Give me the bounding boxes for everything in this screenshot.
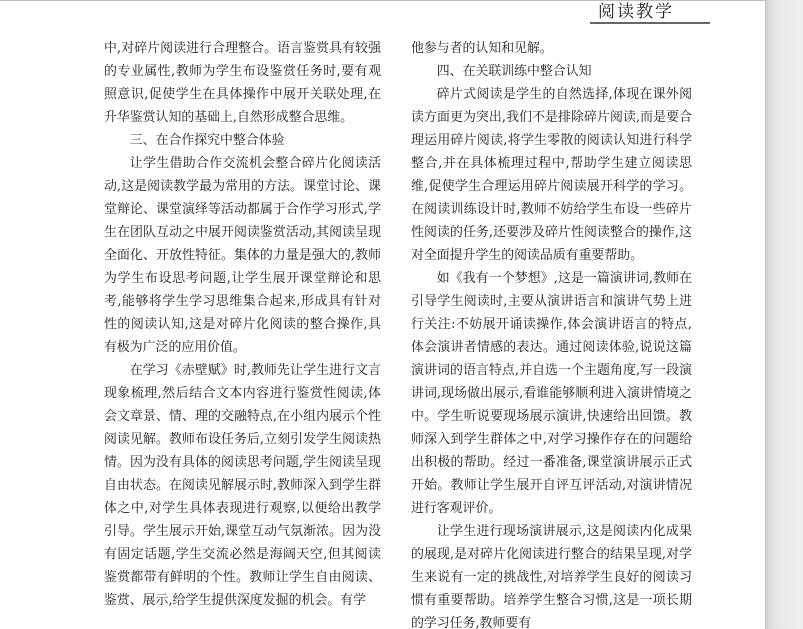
paragraph-continuation: 中,对碎片阅读进行合理整合。语言鉴赏具有较强的专业属性,教师为学生布设鉴赏任务时,要有观照意识,促使学生在具体操作中展开关联处理,在升华鉴赏认知的基础上,自然形成整合思维。 [104,41,381,125]
right-column [411,37,692,629]
viewer-background [765,0,803,629]
left-column [104,37,381,612]
paragraph: 让学生借助合作交流机会整合碎片化阅读活动,这是阅读教学最为常用的方法。课堂讨论、课堂辩论、课堂演绎等活动都属于合作学习形式,学生在团队互动之中展开阅读鉴赏活动,其阅读呈现全面化、开放性特征。集体的力量是强大的,教师为学生布设思考问题,让学生展开课堂辩论和思考,能够将学生学习思维集合起来,形成具有针对性的阅读认知,这是对碎片化阅读的整合操作,具有极为广泛的应用价值。 [104,156,381,355]
running-header [590,0,710,24]
section-heading-4: 四、在关联训练中整合认知 [436,64,592,79]
paragraph-continuation: 他参与者的认知和见解。 [411,41,553,56]
paragraph: 在学习《赤壁赋》时,教师先让学生进行文言现象梳理,然后结合文本内容进行鉴赏性阅读,体会文章景、情、理的交融特点,在小组内展示个性阅读见解。教师布设任务后,立刻引发学生阅读热情。因为没有具体的阅读思考问题,学生阅读呈现自由状态。在阅读见解展示时,教师深入到学生群体之中,对学生具体表现进行观察,以便给出教学引导。学生展示开始,课堂互动气氛渐浓。因为没有固定话题,学生交流必然是海阔天空,但其阅读鉴赏都带有鲜明的个性。教师让学生自由阅读、鉴赏、展示,给学生提供深度发掘的机会。有学 [104,363,381,608]
header-title: 阅读教学 [598,2,674,22]
paragraph: 如《我有一个梦想》,这是一篇演讲词,教师在引导学生阅读时,主要从演讲语言和演讲气势上进行关注:不妨展开诵读操作,体会演讲语言的特点,体会演讲者情感的表达。通过阅读体验,说说这篇演讲词的语言特点,并自选一个主题角度,写一段演讲词,现场做出展示,看谁能够顺利进入演讲情境之中。学生听说要现场展示演讲,快速给出回馈。教师深入到学生群体之中,对学习操作存在的问题给出积极的帮助。经过一番准备,课堂演讲展示正式开始。教师让学生展开自评互评活动,对演讲情况进行客观评价。 [411,271,692,516]
paragraph: 让学生进行现场演讲展示,这是阅读内化成果的展现,是对碎片化阅读进行整合的结果呈现,对学生来说有一定的挑战性,对培养学生良好的阅读习惯有重要帮助。培养学生整合习惯,这是一项长期的学习任务,教师要有 [411,524,692,629]
paragraph: 碎片式阅读是学生的自然选择,体现在课外阅读方面更为突出,我们不是排除碎片阅读,而是要合理运用碎片阅读,将学生零散的阅读认知进行科学整合,并在具体梳理过程中,帮助学生建立阅读思维,促使学生合理运用碎片阅读展开科学的学习。在阅读训练设计时,教师不妨给学生布设一些碎片性阅读的任务,还要涉及碎片性阅读整合的操作,这对全面提升学生的阅读品质有重要帮助。 [411,87,692,263]
section-heading-3: 三、在合作探究中整合体验 [129,133,285,148]
